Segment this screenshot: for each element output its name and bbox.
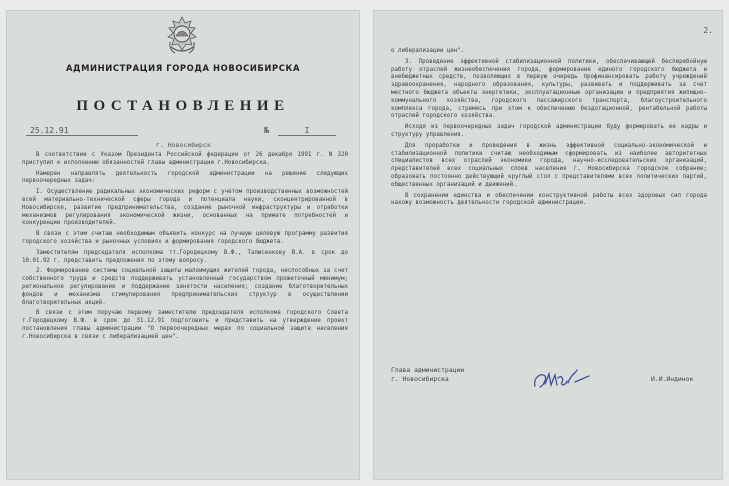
paragraph: Намерен направлять деятельность городской администрации на решение следующих первоочередных задач: — [22, 170, 348, 185]
handwritten-signature — [531, 366, 593, 394]
page-number: 2. — [703, 26, 713, 35]
signatory-name: И.И.Индинок — [651, 375, 694, 383]
document-number: I — [278, 126, 336, 136]
paragraph: 2. Формирование системы социальной защиты малоимущих жителей города, неспособных за счет собственного труда и средств поддерживать установленный государством прожиточный минимум; региональное регулирование и поддержание занятости населения; создание благотворительных фондов и механизма стимулирования предпринимательских структур в осуществлении благотворительных акций. — [22, 268, 348, 306]
document-page-left — [6, 10, 360, 480]
org-title: АДМИНИСТРАЦИЯ ГОРОДА НОВОСИБИРСКА — [65, 63, 301, 73]
document-page-right — [373, 10, 723, 480]
issue-place: г. Новосибирск — [156, 141, 211, 149]
paragraph: В соответствии с Указом Президента Российской федерации от 26 декабря 1991 г. N 320 приступил к исполнению обязанностей главы администрации г.Новосибирска. — [22, 152, 348, 166]
signatory-title: Глава администрации — [391, 366, 465, 374]
document-type-heading: ПОСТАНОВЛЕНИЕ — [76, 98, 290, 114]
paragraph: В связи с этим поручаю первому заместителю председателя исполкома городского Совета т.Городецкому В.Ф. в срок до 31.12.91 подготовить и представить на утверждение проект постановления главы администрации "О первоочередных мерах по социальной защите населения г.Новосибирска в связи с либерализацией цен". — [22, 310, 348, 340]
paragraph: В сохранении единства и обеспечении конструктивной работы всех здоровых сил города нахожу возможность деятельности городской администрации. — [391, 192, 707, 207]
paragraph: Заместителям председателя исполкома тт.Городецкому В.Ф., Талюсенкову В.А. в срок до 10.01.92 г. представить предложения по этому вопросу. — [22, 249, 348, 264]
body-text — [391, 48, 707, 211]
coat-of-arms-icon — [161, 14, 203, 58]
document-date: 25.12.91 — [26, 126, 138, 136]
number-label: № — [264, 126, 270, 136]
signature-block — [391, 366, 707, 406]
continuation-line: о либерализации цен". — [391, 48, 465, 54]
paragraph: I. Осуществление радикальных экономических реформ с учетом производственных возможностей всей материально-технической сферы города и потенциала науки, сконцентрированной в Новосибирске, развитие предпринимательства, создание рыночной инфраструктуры и отработки механизмов регулирования экономической жизни, основанных на примате потребностей и конкуренции производителей. — [22, 189, 348, 227]
paragraph: Исходя из первоочередных задач городской администрации буду формировать ее кадры и структуру управления. — [391, 124, 707, 138]
signatory-city: г. Новосибирска — [391, 375, 449, 383]
paragraph: В связи с этим считаю необходимым объявить конкурс на лучшую целевую программу развития городского хозяйства и рыночных условиях и формирования городского бюджета. — [22, 231, 348, 245]
paragraph: 3. Проведение эффективной стабилизационной политики, обеспечивающей бесперебойную работу отраслей жизнеобеспечения города, формирование единого городского бюджета и внебюджетных средств, позволяющих в первую очередь профинансировать работу учреждений здравоохранения, народного образования, культуры, развивать и поддерживать за счет местного бюджета объекты энергетики, эксплуатационные организации и предприятия жилищно-коммунального хозяйства, городского пассажирского транспорта, благоустроительного комплекса города, стремясь при этом к обеспечению бездотационной, рентабельной работы отраслей городского хозяйства. — [391, 58, 707, 120]
paragraph: Для проработки и проведения в жизнь эффективной социально-экономической и стабилизационной политики считаю необходимым сформировать из наиболее авторитетных специалистов всех отраслей экономики города, научно-исследовательских организаций, представителей всех социальных слоев населения г. Новосибирска городское собрание; образовать постоянно действующий круглый стол с представителями всех политических партий, общественных организаций и движений. — [391, 142, 707, 188]
body-text — [22, 152, 348, 345]
